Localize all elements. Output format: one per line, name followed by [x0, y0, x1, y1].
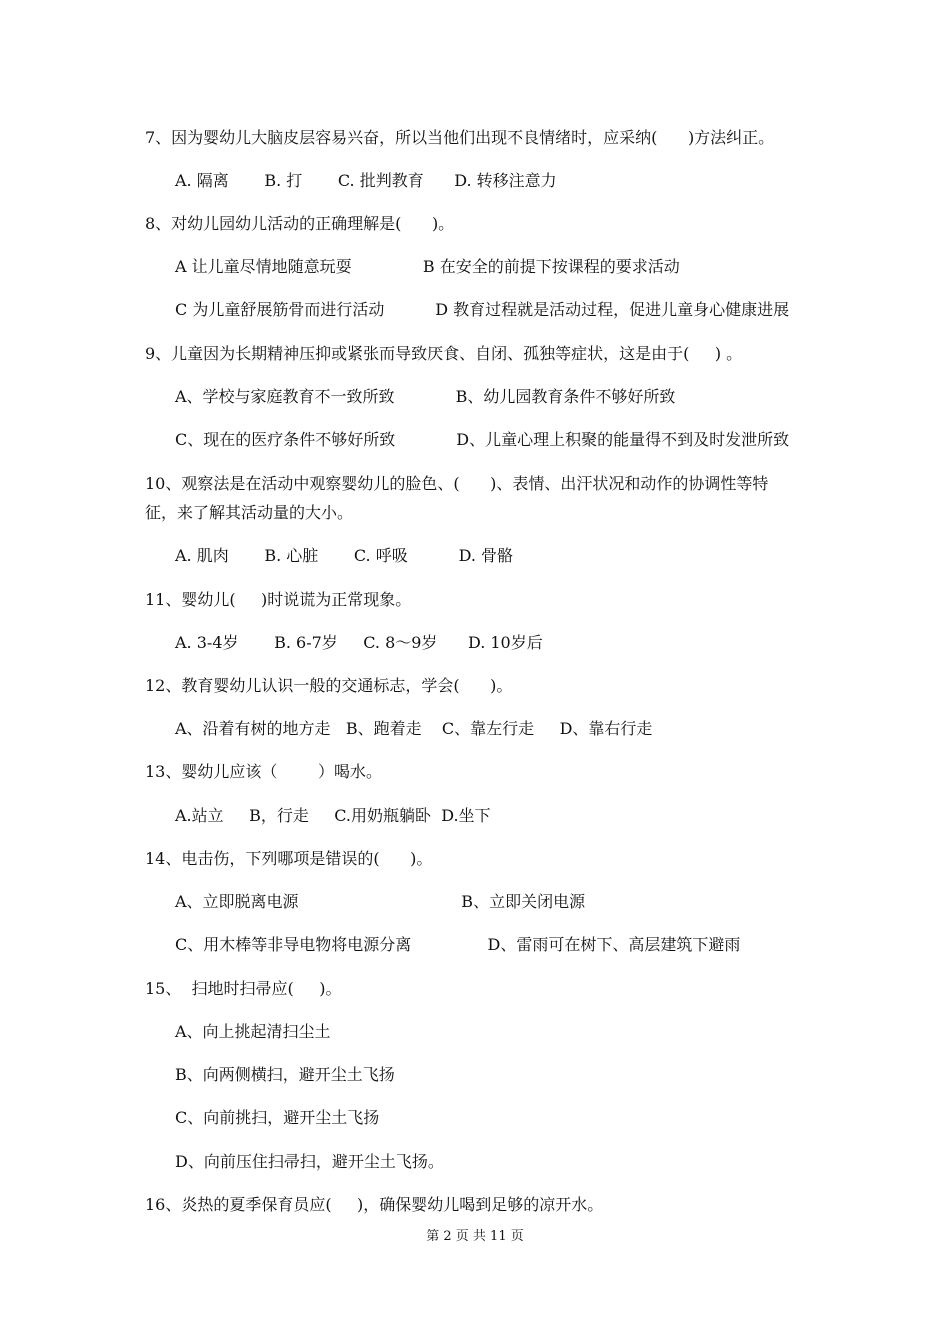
- question-16-stem: 16、炎热的夏季保育员应( )，确保婴幼儿喝到足够的凉开水。: [145, 1195, 604, 1214]
- page-footer: 第 2 页 共 11 页: [426, 1229, 524, 1244]
- question-15-option-a: A、向上挑起清扫尘土: [175, 1022, 331, 1041]
- question-10-stem: 10、观察法是在活动中观察婴幼儿的脸色、( )、表情、出汗状况和动作的协调性等特: [145, 474, 769, 493]
- question-14-options-row-1: A、立即脱离电源 B、立即关闭电源: [175, 892, 586, 911]
- question-9-options-row-2: C、现在的医疗条件不够好所致 D、儿童心理上积聚的能量得不到及时发泄所致: [175, 430, 790, 449]
- question-7-options: A. 隔离 B. 打 C. 批判教育 D. 转移注意力: [175, 171, 557, 190]
- question-12-options: A、沿着有树的地方走 B、跑着走 C、靠左行走 D、靠右行走: [175, 719, 653, 738]
- question-14-options-row-2: C、用木棒等非导电物将电源分离 D、雷雨可在树下、高层建筑下避雨: [175, 935, 741, 954]
- question-13-options: A.站立 B，行走 C.用奶瓶躺卧 D.坐下: [175, 806, 491, 825]
- question-7-stem: 7、因为婴幼儿大脑皮层容易兴奋，所以当他们出现不良情绪时，应采纳( )方法纠正。: [145, 128, 775, 147]
- question-9-stem: 9、儿童因为长期精神压抑或紧张而导致厌食、自闭、孤独等症状，这是由于( ) 。: [145, 344, 743, 363]
- question-11-options: A. 3-4岁 B. 6-7岁 C. 8～9岁 D. 10岁后: [175, 633, 543, 652]
- question-12-stem: 12、教育婴幼儿认识一般的交通标志，学会( )。: [145, 676, 513, 695]
- question-10-options: A. 肌肉 B. 心脏 C. 呼吸 D. 骨骼: [175, 546, 513, 565]
- question-15-stem: 15、 扫地时扫帚应( )。: [145, 979, 342, 998]
- question-13-stem: 13、婴幼儿应该（ ）喝水。: [145, 762, 383, 781]
- question-8-options-row-2: C 为儿童舒展筋骨而进行活动 D 教育过程就是活动过程，促进儿童身心健康进展: [175, 300, 790, 319]
- question-15-option-c: C、向前挑扫，避开尘土飞扬: [175, 1108, 380, 1127]
- question-14-stem: 14、电击伤，下列哪项是错误的( )。: [145, 849, 433, 868]
- question-10-stem-continued: 征，来了解其活动量的大小。: [145, 503, 354, 522]
- question-11-stem: 11、婴幼儿( )时说谎为正常现象。: [145, 590, 412, 609]
- question-8-stem: 8、对幼儿园幼儿活动的正确理解是( )。: [145, 214, 455, 233]
- question-8-options-row-1: A 让儿童尽情地随意玩耍 B 在安全的前提下按课程的要求活动: [175, 257, 680, 276]
- question-15-option-b: B、向两侧横扫，避开尘土飞扬: [175, 1065, 395, 1084]
- question-9-options-row-1: A、学校与家庭教育不一致所致 B、幼儿园教育条件不够好所致: [175, 387, 676, 406]
- question-15-option-d: D、向前压住扫帚扫，避开尘土飞扬。: [175, 1152, 444, 1171]
